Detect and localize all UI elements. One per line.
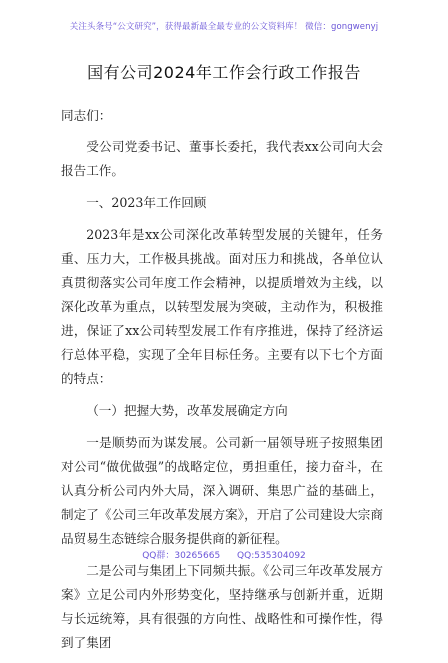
paragraph: 受公司党委书记、董事长委托，我代表xx公司向大会报告工作。 xyxy=(61,139,383,178)
subsection-heading: （一）把握大势，改革发展确定方向 xyxy=(86,403,288,418)
footer-qq-group: QQ群：30265665 xyxy=(142,551,221,561)
header-promo-note: 关注头条号“公文研究”，获得最新最全最专业的公文资料库！ 微信：gongwenyj xyxy=(69,22,379,32)
document-title: 国有公司2024年工作会行政工作报告 xyxy=(87,63,361,82)
document-body xyxy=(61,104,383,663)
paragraph: 一是顺势而为谋发展。公司新一届领导班子按照集团对公司“做优做强”的战略定位，勇担重任，接力奋斗，在认真分析公司内外大局，深入调研、集思广益的基础上，制定了《公司三年改革发展方案》，开启了公司建设大宗商品贸易生态链综合服务提供商的新征程。 xyxy=(61,435,383,546)
section-heading: 一、2023年工作回顾 xyxy=(86,195,207,210)
salutation: 同志们： xyxy=(61,108,112,123)
paragraph: 2023年是xx公司深化改革转型发展的关键年，任务重、压力大，工作极具挑战。面对压力和挑战，各单位认真贯彻落实公司年度工作会精神，以提质增效为主线，以深化改革为重点，以转型发展为突破，主动作为，积极推进，保证了xx公司转型发展工作有序推进，保持了经济运行总体平稳，实现了全年目标任务。主要有以下七个方面的特点： xyxy=(61,227,383,386)
paragraph: 二是公司与集团上下同频共振。《公司三年改革发展方案》立足公司内外形势变化，坚持继承与创新并重，近期与长远统筹，具有很强的方向性、战略性和可操作性，得到了集团 xyxy=(61,563,383,650)
footer-qq-contact: QQ:535304092 xyxy=(237,551,306,561)
footer-contact xyxy=(0,548,448,561)
